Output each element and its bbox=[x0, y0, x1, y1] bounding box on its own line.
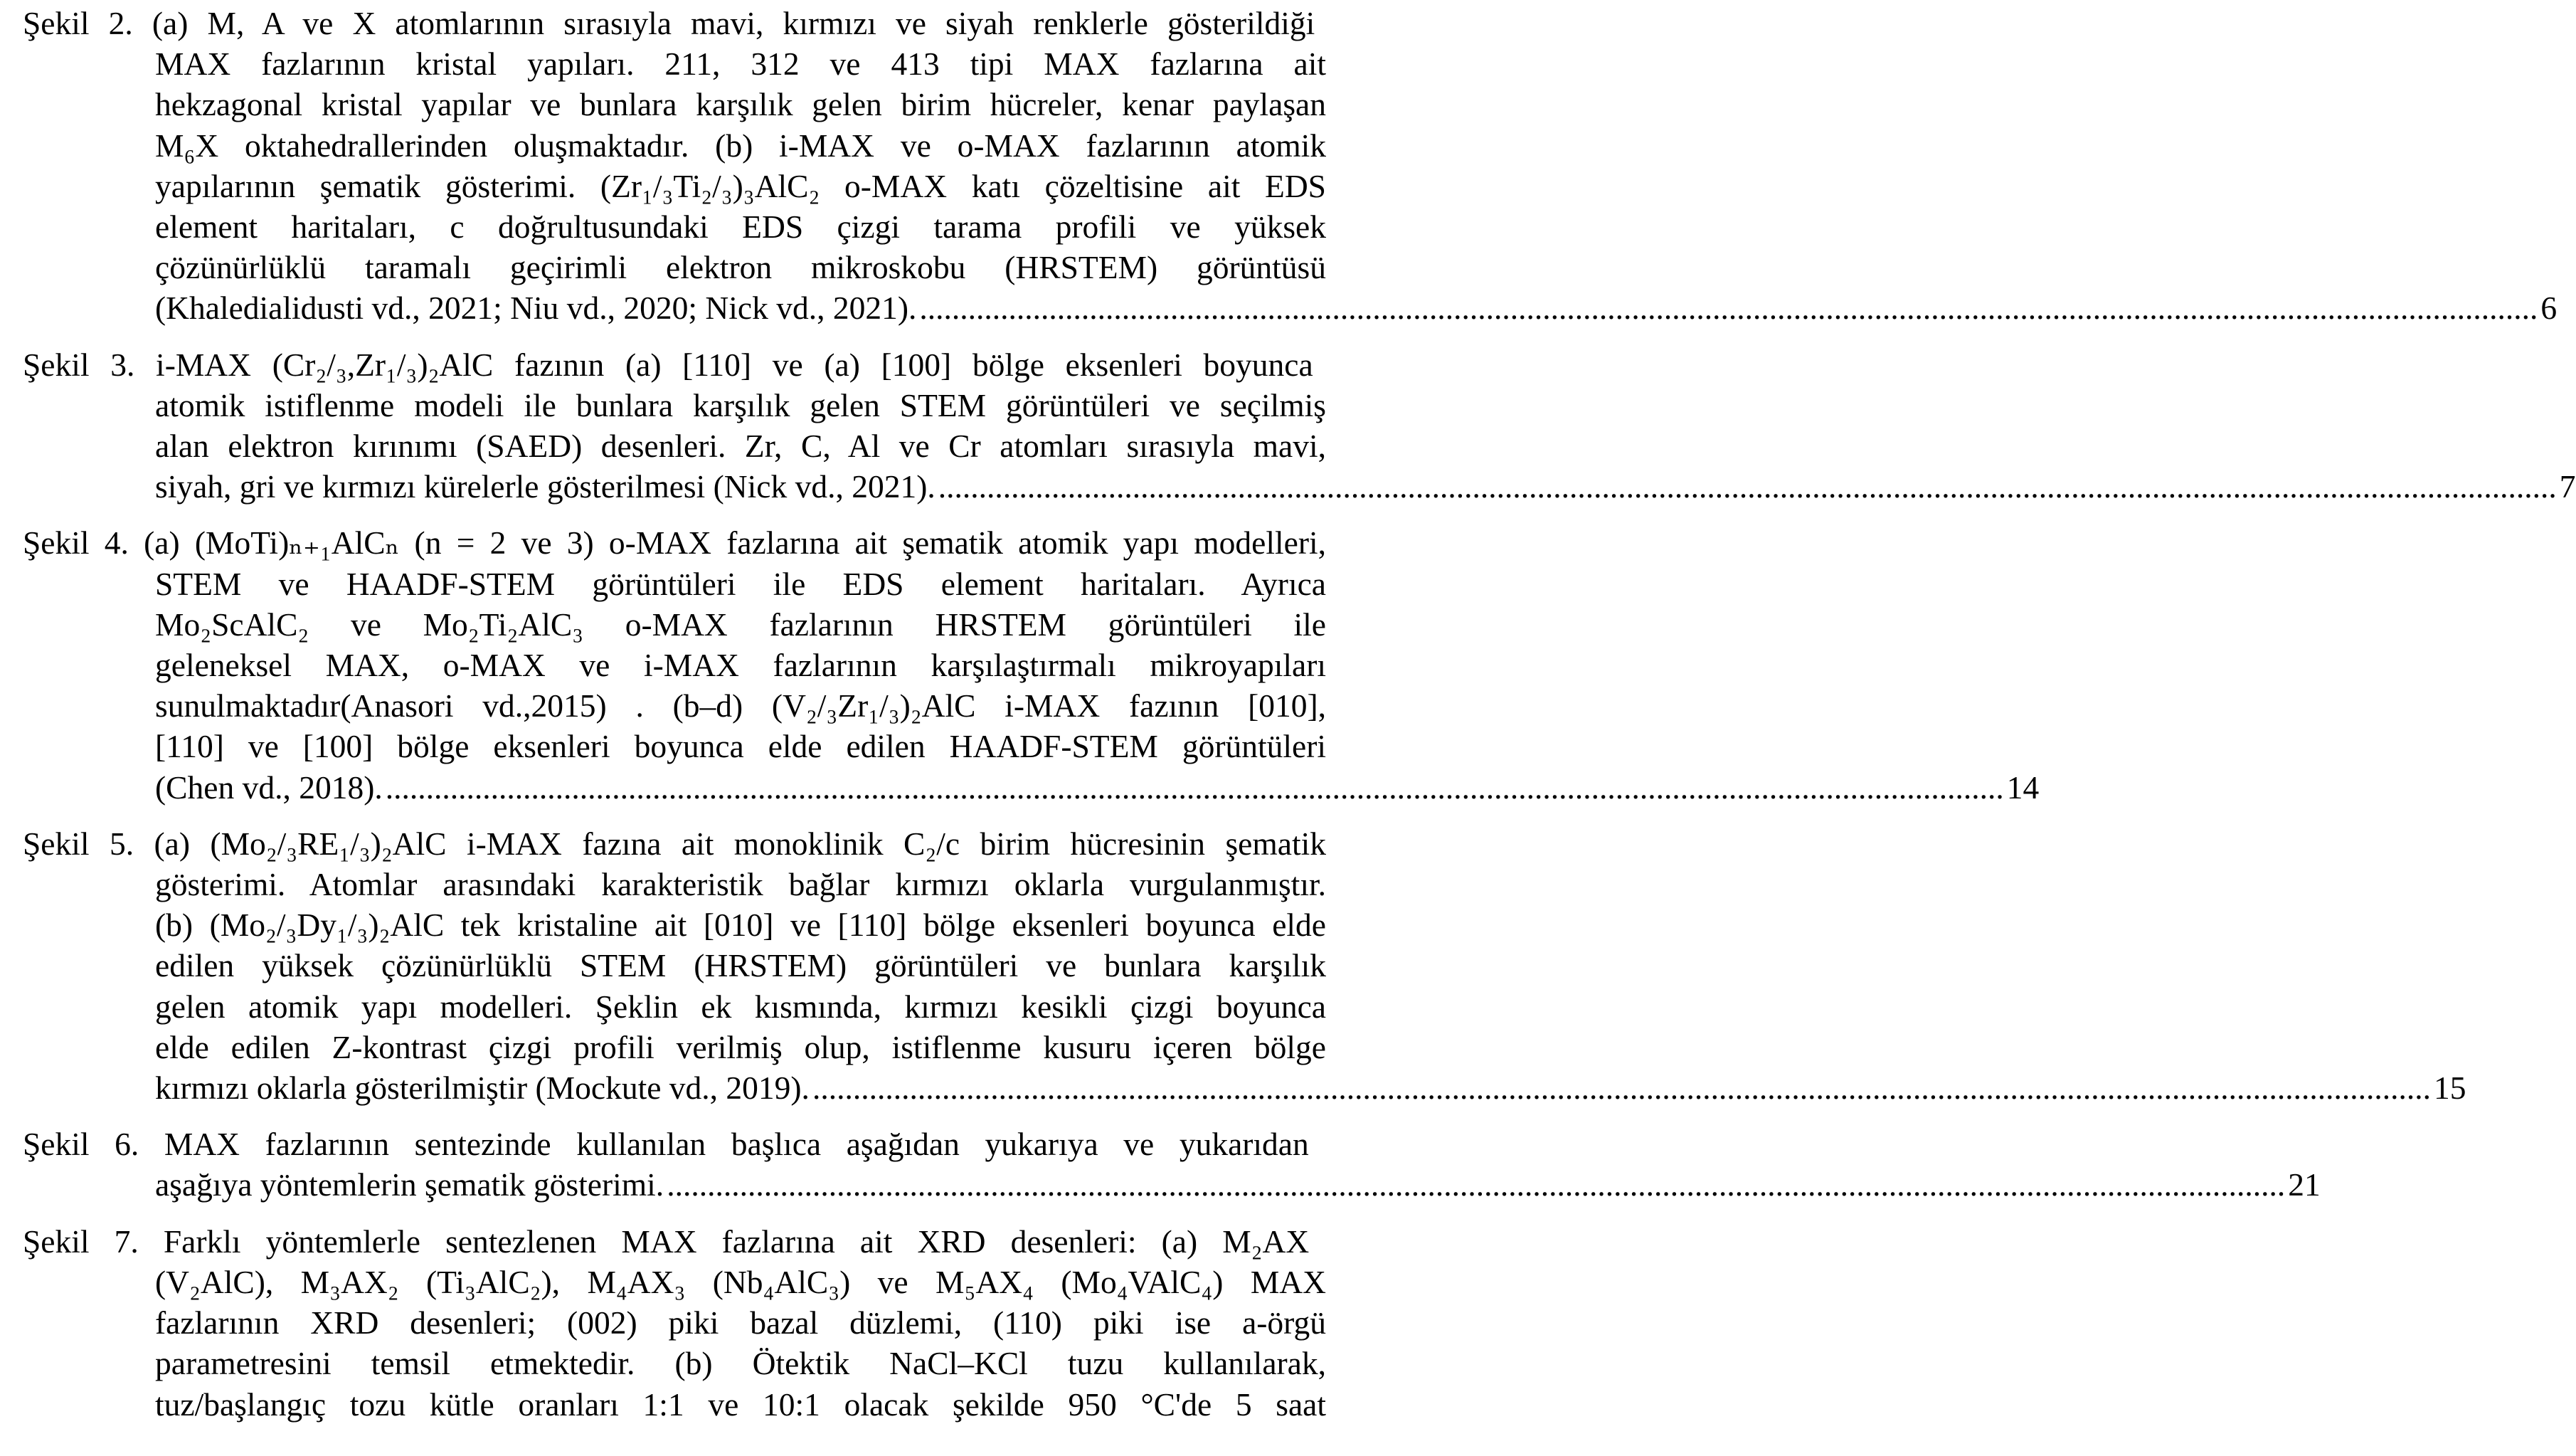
entry-line: (b) (Mo₂/₃Dy₁/₃)₂AlC tek kristaline ait [010] ve [110] bölge eksenleri boyunca elde bbox=[155, 907, 1326, 944]
entry-line: atomik istiflenme modeli ile bunlara karşılık gelen STEM görüntüleri ve seçilmiş bbox=[155, 386, 1326, 423]
entry-line: parametresini temsil etmektedir. (b) Ötektik NaCl–KCl tuzu kullanılarak, bbox=[155, 1345, 1326, 1382]
figure-entry-2[interactable] bbox=[23, 3, 2558, 329]
figure-entry-4[interactable] bbox=[23, 522, 2040, 807]
entry-line: hekzagonal kristal yapılar ve bunlara karşılık gelen birim hücreler, kenar paylaşan bbox=[155, 86, 1326, 123]
entry-line: [110] ve [100] bölge eksenleri boyunca elde edilen HAADF-STEM görüntüleri bbox=[155, 728, 1326, 765]
entry-line: (V₂AlC), M₃AX₂ (Ti₃AlC₂), M₄AX₃ (Nb₄AlC₃) ve M₅AX₄ (Mo₄VAlC₄) MAX bbox=[155, 1263, 1326, 1300]
entry-last-line bbox=[155, 287, 2558, 328]
entry-line: gösterimi. Atomlar arasındaki karakteristik bağlar kırmızı oklarla vurgulanmıştır. bbox=[155, 866, 1326, 903]
entry-line: geleneksel MAX, o-MAX ve i-MAX fazlarının karşılaştırmalı mikroyapıları bbox=[155, 647, 1326, 684]
figure-entry-5[interactable] bbox=[23, 823, 2466, 1108]
entry-line: Şekil 5. (a) (Mo₂/₃RE₁/₃)₂AlC i-MAX fazına ait monoklinik C₂/c birim hücresinin şematik bbox=[23, 825, 1326, 862]
dot-leader: ........................................................................................................................................................................................................ bbox=[938, 468, 2557, 505]
page-number[interactable]: 6 bbox=[2540, 290, 2558, 327]
entry-line: Şekil 6. MAX fazlarının sentezinde kullanılan başlıca aşağıdan yukarıya ve yukarıdan bbox=[23, 1126, 1309, 1163]
entry-line: Mo₂ScAlC₂ ve Mo₂Ti₂AlC₃ o-MAX fazlarının HRSTEM görüntüleri ile bbox=[155, 606, 1326, 643]
page-number[interactable]: 7 bbox=[2559, 468, 2576, 505]
entry-line: yapılarının şematik gösterimi. (Zr₁/₃Ti₂/₃)₃AlC₂ o-MAX katı çözeltisine ait EDS bbox=[155, 167, 1326, 204]
list-of-figures-page bbox=[23, 3, 2576, 1425]
entry-last-line bbox=[155, 1164, 2321, 1205]
entry-line: aşağıya yöntemlerin şematik gösterimi. bbox=[155, 1166, 664, 1203]
entry-line: Şekil 4. (a) (MoTi)ₙ₊₁AlCₙ (n = 2 ve 3) o-MAX fazlarına ait şematik atomik yapı modelleri, bbox=[23, 524, 1326, 561]
entry-line: STEM ve HAADF-STEM görüntüleri ile EDS element haritaları. Ayrıca bbox=[155, 565, 1326, 602]
entry-line: siyah, gri ve kırmızı kürelerle gösterilmesi (Nick vd., 2021). bbox=[155, 468, 935, 505]
figure-entry-6[interactable] bbox=[23, 1124, 2321, 1205]
figure-entry-7[interactable] bbox=[23, 1221, 1332, 1425]
entry-line: gelen atomik yapı modelleri. Şeklin ek kısmında, kırmızı kesikli çizgi boyunca bbox=[155, 988, 1326, 1025]
entry-line: Şekil 7. Farklı yöntemlerle sentezlenen MAX fazlarına ait XRD desenleri: (a) M₂AX bbox=[23, 1223, 1310, 1260]
entry-last-line bbox=[155, 466, 2576, 507]
entry-line: alan elektron kırınımı (SAED) desenleri. Zr, C, Al ve Cr atomları sırasıyla mavi, bbox=[155, 428, 1326, 465]
entry-line: (Khaledialidusti vd., 2021; Niu vd., 2020; Nick vd., 2021). bbox=[155, 290, 917, 327]
page-number[interactable]: 21 bbox=[2288, 1166, 2321, 1203]
entry-line: fazlarının XRD desenleri; (002) piki bazal düzlemi, (110) piki ise a-örgü bbox=[155, 1304, 1326, 1341]
dot-leader: ........................................................................................................................................................................................................ bbox=[667, 1166, 2286, 1203]
entry-line: M₆X oktahedrallerinden oluşmaktadır. (b) i-MAX ve o-MAX fazlarının atomik bbox=[155, 127, 1326, 164]
entry-line: element haritaları, c doğrultusundaki EDS çizgi tarama profili ve yüksek bbox=[155, 209, 1326, 246]
dot-leader: ........................................................................................................................................................................................................ bbox=[385, 769, 2004, 806]
entry-last-line bbox=[155, 1067, 2466, 1108]
entry-line: çözünürlüklü taramalı geçirimli elektron mikroskobu (HRSTEM) görüntüsü bbox=[155, 249, 1326, 286]
entry-line: elde edilen Z-kontrast çizgi profili verilmiş olup, istiflenme kusuru içeren bölge bbox=[155, 1028, 1326, 1065]
entry-last-line bbox=[155, 767, 2040, 808]
entry-line: tuz/başlangıç tozu kütle oranları 1:1 ve 10:1 olacak şekilde 950 °C'de 5 saat bbox=[155, 1386, 1326, 1423]
figure-entry-3[interactable] bbox=[23, 344, 2576, 507]
entry-line: Şekil 2. (a) M, A ve X atomlarının sırasıyla mavi, kırmızı ve siyah renklerle gösterildiği bbox=[23, 5, 1315, 41]
entry-line: edilen yüksek çözünürlüklü STEM (HRSTEM) görüntüleri ve bunlara karşılık bbox=[155, 947, 1326, 984]
entry-line: MAX fazlarının kristal yapıları. 211, 312 ve 413 tipi MAX fazlarına ait bbox=[155, 46, 1326, 83]
entry-line: sunulmaktadır(Anasori vd.,2015) . (b–d) (V₂/₃Zr₁/₃)₂AlC i-MAX fazının [010], bbox=[155, 687, 1326, 724]
entry-line: kırmızı oklarla gösterilmiştir (Mockute vd., 2019). bbox=[155, 1070, 810, 1107]
page-number[interactable]: 15 bbox=[2433, 1070, 2466, 1107]
dot-leader: ........................................................................................................................................................................................................ bbox=[812, 1070, 2431, 1107]
page-number[interactable]: 14 bbox=[2006, 769, 2040, 806]
entry-line: Şekil 3. i-MAX (Cr₂/₃,Zr₁/₃)₂AlC fazının (a) [110] ve (a) [100] bölge eksenleri boyunca bbox=[23, 346, 1313, 383]
dot-leader: ........................................................................................................................................................................................................ bbox=[919, 290, 2538, 327]
entry-line: (Chen vd., 2018). bbox=[155, 769, 383, 806]
